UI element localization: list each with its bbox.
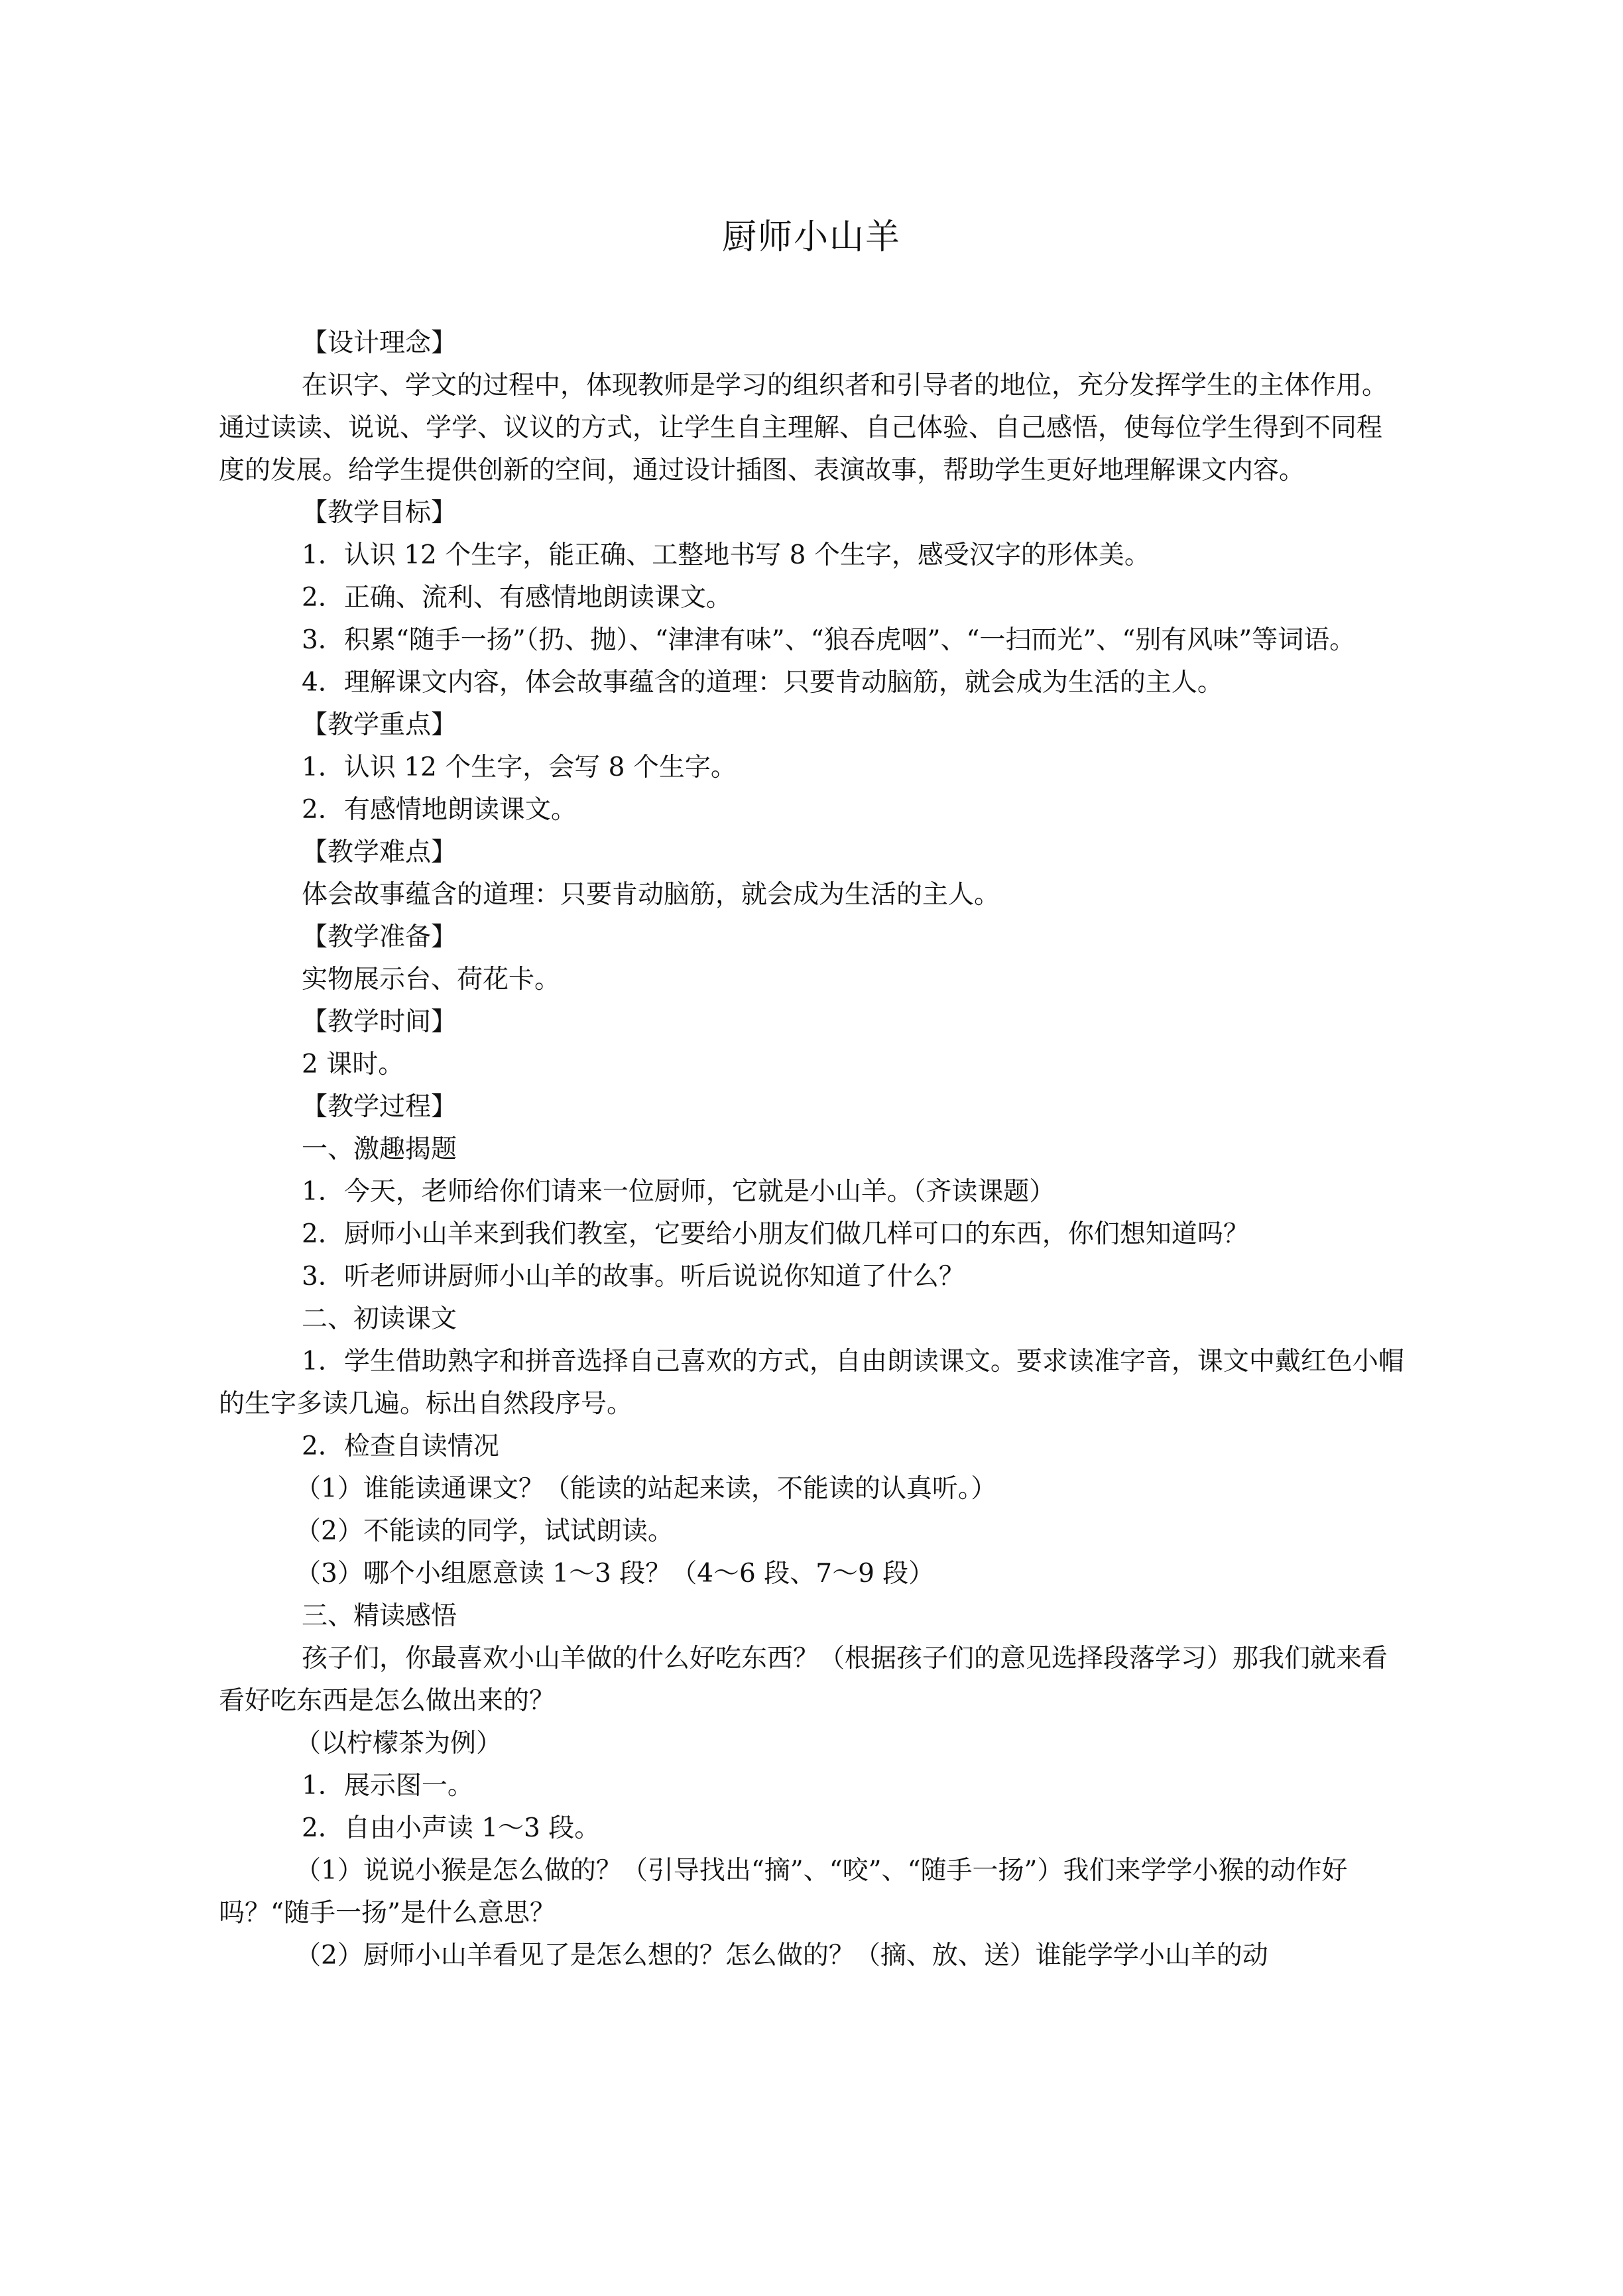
section-heading: 【教学目标】 (302, 498, 457, 528)
paragraph: 2．正确、流利、有感情地朗读课文。 (302, 583, 732, 613)
paragraph: 4．理解课文内容，体会故事蕴含的道理：只要肯动脑筋，就会成为生活的主人。 (302, 668, 1223, 697)
paragraph: （以柠檬茶为例） (295, 1728, 503, 1758)
paragraph: 1．认识 12 个生字，能正确、工整地书写 8 个生字，感受汉字的形体美。 (302, 540, 1150, 570)
paragraph: 三、精读感悟 (302, 1601, 457, 1631)
paragraph: 实物展示台、荷花卡。 (302, 965, 561, 995)
paragraph: 2．有感情地朗读课文。 (302, 795, 577, 825)
paragraph: 2．厨师小山羊来到我们教室，它要给小朋友们做几样可口的东西，你们想知道吗？ (302, 1219, 1249, 1249)
paragraph: 1．认识 12 个生字，会写 8 个生字。 (302, 753, 737, 782)
paragraph: 2 课时。 (302, 1050, 404, 1079)
section-heading: 【教学准备】 (302, 922, 457, 952)
paragraph: 孩子们，你最喜欢小山羊做的什么好吃东西？（根据孩子们的意见选择段落学习）那我们就来看看好吃东西是怎么做出来的？ (219, 1644, 1388, 1716)
paragraph: 1．学生借助熟字和拼音选择自己喜欢的方式，自由朗读课文。要求读准字音，课文中戴红色小帽的生字多读几遍。标出自然段序号。 (219, 1347, 1404, 1419)
paragraph: 一、激趣揭题 (302, 1134, 457, 1164)
paragraph: 在识字、学文的过程中，体现教师是学习的组织者和引导者的地位，充分发挥学生的主体作用。通过读读、说说、学学、议议的方式，让学生自主理解、自己体验、自己感悟，使每位学生得到不同程度的发展。给学生提供创新的空间，通过设计插图、表演故事，帮助学生更好地理解课文内容。 (219, 371, 1388, 485)
paragraph: （1）说说小猴是怎么做的？（引导找出“摘”、“咬”、“随手一扬”）我们来学学小猴的动作好吗？“随手一扬”是什么意思？ (219, 1856, 1348, 1928)
document-title: 厨师小山羊 (721, 217, 901, 257)
section-heading: 【教学难点】 (302, 837, 457, 867)
section-heading: 【教学重点】 (302, 710, 457, 740)
paragraph: （3）哪个小组愿意读 1～3 段？（4～6 段、7～9 段） (295, 1559, 935, 1589)
paragraph: 二、初读课文 (302, 1304, 457, 1334)
paragraph: 1．今天，老师给你们请来一位厨师，它就是小山羊。（齐读课题） (302, 1177, 1055, 1207)
paragraph: 1．展示图一。 (302, 1771, 473, 1801)
paragraph: 2．自由小声读 1～3 段。 (302, 1813, 601, 1843)
section-heading: 【设计理念】 (302, 328, 457, 358)
paragraph: 2．检查自读情况 (302, 1431, 499, 1461)
section-heading: 【教学时间】 (302, 1007, 457, 1037)
paragraph: （2）厨师小山羊看见了是怎么想的？怎么做的？（摘、放、送）谁能学学小山羊的动 (295, 1941, 1268, 1970)
section-heading: 【教学过程】 (302, 1092, 457, 1122)
paragraph: （2）不能读的同学，试试朗读。 (295, 1516, 674, 1546)
paragraph: 3．积累“随手一扬”（扔、抛）、“津津有味”、“狼吞虎咽”、“一扫而光”、“别有风味”等词语。 (302, 625, 1356, 655)
paragraph: 体会故事蕴含的道理：只要肯动脑筋，就会成为生活的主人。 (302, 880, 1000, 910)
paragraph: 3．听老师讲厨师小山羊的故事。听后说说你知道了什么？ (302, 1262, 965, 1292)
document-body (219, 322, 1406, 1977)
paragraph: （1）谁能读通课文？（能读的站起来读，不能读的认真听。） (295, 1474, 997, 1504)
